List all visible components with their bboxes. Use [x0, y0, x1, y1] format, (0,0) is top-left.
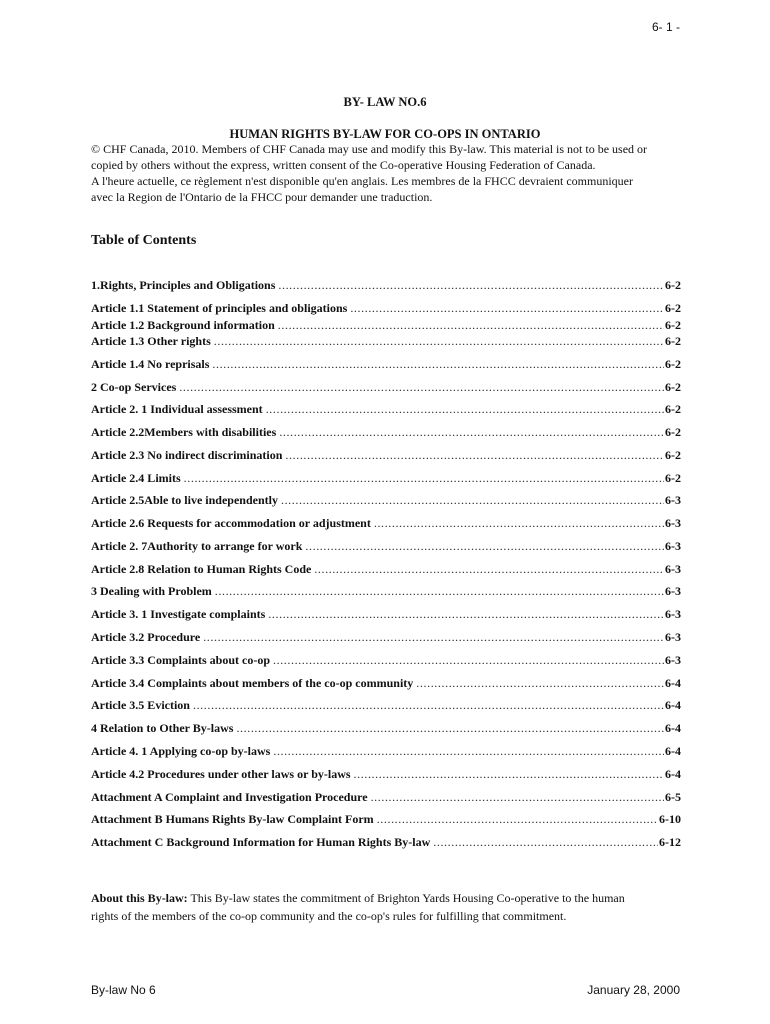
toc-leader-dots [266, 401, 664, 417]
toc-entry-title: Article 1.1 Statement of principles and obligations [91, 301, 348, 315]
toc-entry-page: 6-3 [665, 630, 681, 644]
toc-leader-dots [236, 720, 664, 736]
toc-entry[interactable] [91, 743, 681, 759]
footer-date: January 28, 2000 [587, 983, 680, 997]
toc-entry[interactable] [91, 629, 681, 645]
toc-entry-title: Attachment A Complaint and Investigation Procedure [91, 790, 368, 804]
toc-entry-page: 6-3 [665, 653, 681, 667]
toc-entry-title: Attachment B Humans Rights By-law Complaint Form [91, 812, 374, 826]
toc-leader-dots [305, 538, 664, 554]
toc-entry[interactable] [91, 277, 681, 293]
toc-leader-dots [433, 834, 658, 850]
toc-entry-title: Article 4.2 Procedures under other laws or by-laws [91, 767, 351, 781]
toc-entry[interactable] [91, 720, 681, 736]
toc-entry[interactable] [91, 300, 681, 316]
toc-leader-dots [354, 766, 664, 782]
toc-leader-dots [279, 424, 664, 440]
toc-entry-page: 6-4 [665, 744, 681, 758]
toc-entry-page: 6-10 [659, 812, 681, 826]
toc-entry-page: 6-2 [665, 380, 681, 394]
toc-entry-title: 1.Rights, Principles and Obligations [91, 278, 276, 292]
toc-entry[interactable] [91, 789, 681, 805]
about-label: About this By-law: [91, 891, 188, 905]
toc-leader-dots [285, 447, 664, 463]
toc-leader-dots [350, 300, 664, 316]
toc-heading: Table of Contents [91, 233, 197, 248]
toc-entry[interactable] [91, 515, 681, 531]
toc-entry[interactable] [91, 379, 681, 395]
toc-leader-dots [179, 379, 664, 395]
toc-entry-title: Article 2.6 Requests for accommodation or adjustment [91, 516, 371, 530]
toc-entry-page: 6-2 [665, 471, 681, 485]
toc-leader-dots [214, 333, 664, 349]
toc-entry-page: 6-3 [665, 584, 681, 598]
toc-entry[interactable] [91, 492, 681, 508]
toc-entry[interactable] [91, 561, 681, 577]
toc-entry-title: Article 2. 1 Individual assessment [91, 402, 263, 416]
copyright-notice [91, 141, 691, 205]
toc-entry-page: 6-3 [665, 562, 681, 576]
toc-entry-page: 6-3 [665, 516, 681, 530]
toc-entry[interactable] [91, 652, 681, 668]
footer-bylaw-label: By-law No 6 [91, 983, 156, 997]
toc-leader-dots [377, 811, 658, 827]
toc-entry-title: 3 Dealing with Problem [91, 584, 212, 598]
notice-line: © CHF Canada, 2010. Members of CHF Canada may use and modify this By-law. This material is not to be used or [91, 142, 648, 156]
toc-leader-dots [273, 652, 664, 668]
toc-entry-page: 6-2 [665, 318, 681, 332]
notice-line: A l'heure actuelle, ce règlement n'est disponible qu'en anglais. Les membres de la FHCC devraient communiquer [91, 174, 633, 188]
toc-entry-page: 6-4 [665, 767, 681, 781]
notice-line: copied by others without the express, written consent of the Co-operative Housing Federation of Canada. [91, 158, 596, 172]
toc-entry[interactable] [91, 583, 681, 599]
toc-entry-title: Article 1.2 Background information [91, 318, 275, 332]
toc-entry-title: Article 1.4 No reprisals [91, 357, 210, 371]
toc-entry[interactable] [91, 697, 681, 713]
toc-entry[interactable] [91, 470, 681, 486]
toc-entry-title: Article 2.3 No indirect discrimination [91, 448, 283, 462]
toc-leader-dots [314, 561, 664, 577]
toc-entry[interactable] [91, 811, 681, 827]
toc-entry[interactable] [91, 447, 681, 463]
toc-entry-title: Article 3.2 Procedure [91, 630, 201, 644]
toc-entry-title: Attachment C Background Information for Human Rights By-law [91, 835, 431, 849]
toc-leader-dots [416, 675, 664, 691]
toc-entry-title: Article 2.5Able to live independently [91, 493, 278, 507]
toc-entry[interactable] [91, 766, 681, 782]
toc-entry-title: Article 2.8 Relation to Human Rights Code [91, 562, 312, 576]
toc-entry[interactable] [91, 424, 681, 440]
toc-entry-title: Article 3. 1 Investigate complaints [91, 607, 266, 621]
toc-entry-page: 6-2 [665, 357, 681, 371]
document-subtitle: HUMAN RIGHTS BY-LAW FOR CO-OPS IN ONTARIO [229, 127, 541, 141]
toc-entry-page: 6-4 [665, 721, 681, 735]
toc-entry[interactable] [91, 675, 681, 691]
about-text-1: This By-law states the commitment of Brighton Yards Housing Co-operative to the human [187, 891, 625, 905]
toc-leader-dots [278, 277, 664, 293]
page-number: 6- 1 - [651, 20, 680, 34]
toc-entry-title: Article 3.5 Eviction [91, 698, 190, 712]
toc-entry-title: Article 3.4 Complaints about members of the co-op community [91, 676, 414, 690]
about-text-2: rights of the members of the co-op community and the co-op's rules for fulfilling that commitment. [91, 909, 567, 923]
toc-entry-page: 6-3 [665, 607, 681, 621]
toc-entry-title: Article 1.3 Other rights [91, 334, 211, 348]
toc-leader-dots [268, 606, 664, 622]
toc-entry-page: 6-2 [665, 425, 681, 439]
toc-entry-page: 6-12 [659, 835, 681, 849]
toc-entry-title: Article 2.4 Limits [91, 471, 181, 485]
toc-entry[interactable] [91, 356, 681, 372]
toc-leader-dots [193, 697, 664, 713]
toc-entry[interactable] [91, 606, 681, 622]
toc-entry-page: 6-2 [665, 334, 681, 348]
notice-line: avec la Region de l'Ontario de la FHCC pour demander une traduction. [91, 190, 433, 204]
toc-entry-page: 6-2 [665, 301, 681, 315]
toc-entry-page: 6-3 [665, 539, 681, 553]
toc-entry-page: 6-2 [665, 278, 681, 292]
toc-entry-title: Article 2. 7Authority to arrange for work [91, 539, 303, 553]
toc-entry-title: 2 Co-op Services [91, 380, 177, 394]
toc-entry-page: 6-4 [665, 676, 681, 690]
about-section [91, 889, 691, 925]
toc-leader-dots [212, 356, 664, 372]
toc-entry-title: Article 2.2Members with disabilities [91, 425, 277, 439]
toc-entry[interactable] [91, 401, 681, 417]
toc-leader-dots [371, 789, 664, 805]
toc-entry-page: 6-5 [665, 790, 681, 804]
toc-entry[interactable] [91, 834, 681, 850]
toc-leader-dots [273, 743, 664, 759]
toc-entry-page: 6-2 [665, 448, 681, 462]
toc-entry-page: 6-4 [665, 698, 681, 712]
toc-leader-dots [184, 470, 664, 486]
toc-entry[interactable] [91, 538, 681, 554]
toc-entry-title: Article 4. 1 Applying co-op by-laws [91, 744, 271, 758]
toc-entry-title: 4 Relation to Other By-laws [91, 721, 234, 735]
toc-leader-dots [215, 583, 664, 599]
toc-entry[interactable] [91, 317, 681, 333]
document-title: BY- LAW NO.6 [343, 95, 427, 109]
toc-leader-dots [374, 515, 664, 531]
toc-entry-page: 6-3 [665, 493, 681, 507]
toc-leader-dots [278, 317, 664, 333]
toc-entry-page: 6-2 [665, 402, 681, 416]
toc-entry[interactable] [91, 333, 681, 349]
toc-entry-title: Article 3.3 Complaints about co-op [91, 653, 270, 667]
toc-leader-dots [203, 629, 664, 645]
toc-leader-dots [281, 492, 664, 508]
